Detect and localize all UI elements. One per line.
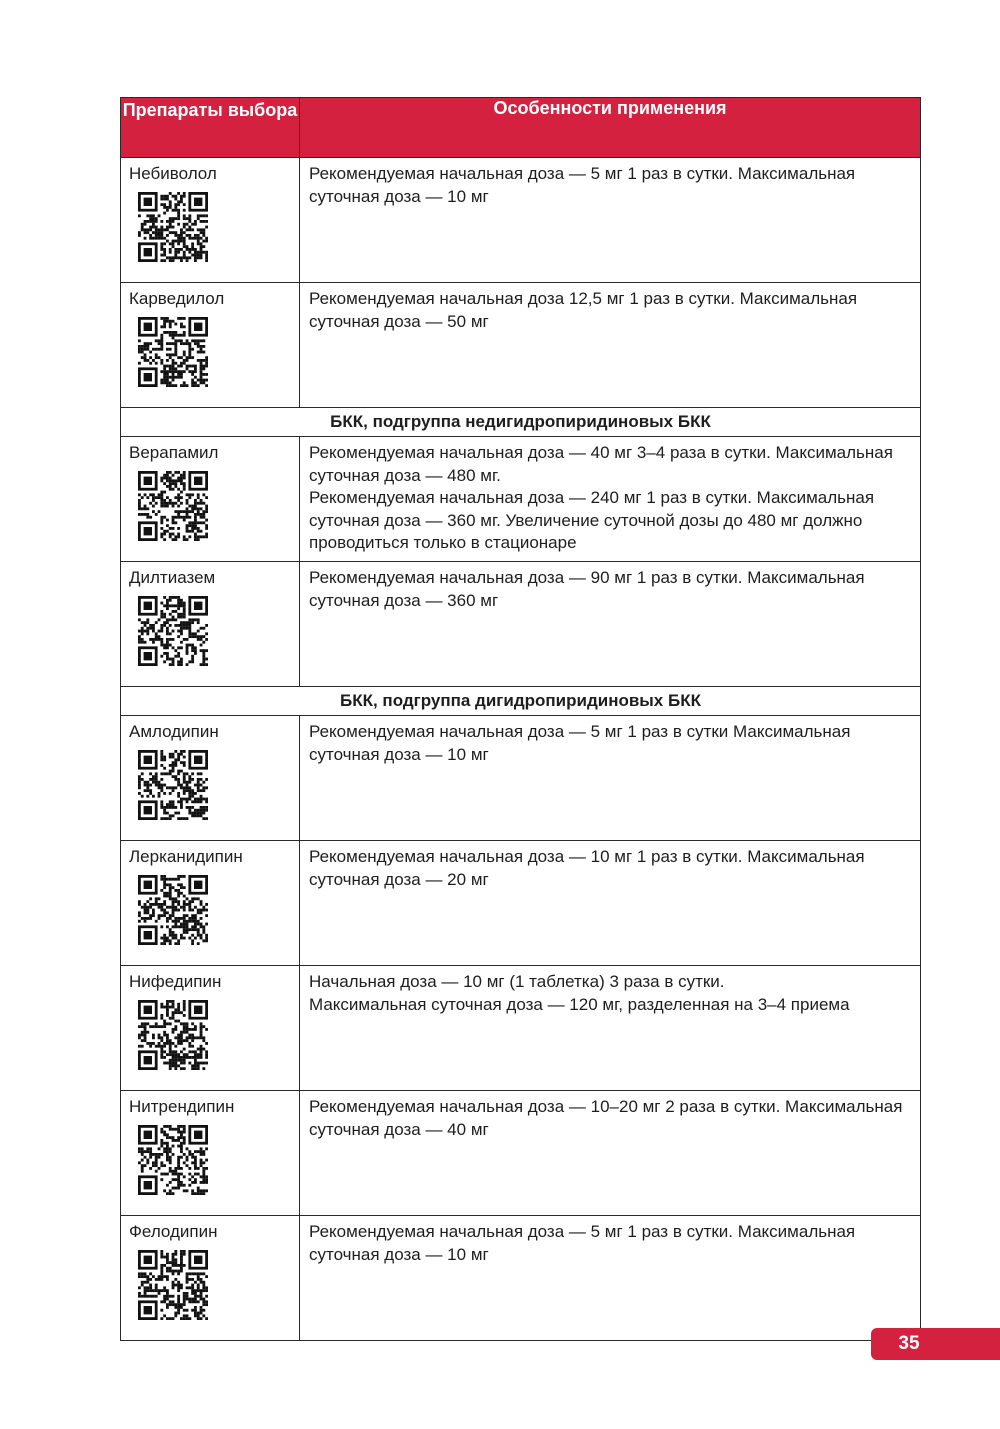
drug-name-cell [121,562,300,687]
drug-name-cell [121,841,300,966]
drug-usage-cell [300,1091,921,1216]
qr-code-icon[interactable] [138,1125,208,1195]
drug-name-cell [121,1216,300,1341]
drug-usage-text: Рекомендуемая начальная доза — 5 мг 1 раз в сутки. Максимальная суточная доза — 10 мг [309,1222,856,1264]
qr-code-icon[interactable] [138,317,208,387]
drug-usage-text: Рекомендуемая начальная доза — 5 мг 1 раз в сутки Максимальная суточная доза — 10 мг [309,722,851,764]
table-row [121,841,921,966]
drug-name: Карведилол [129,289,225,308]
drug-name: Фелодипин [129,1222,218,1241]
drug-name: Дилтиазем [129,568,216,587]
section-title: БКК, подгруппа недигидропиридиновых БКК [121,408,921,437]
drug-usage-cell [300,1216,921,1341]
table-row [121,1216,921,1341]
page-number: 35 [898,1333,920,1354]
section-title: БКК, подгруппа дигидропиридиновых БКК [121,687,921,716]
qr-code-icon[interactable] [138,875,208,945]
drug-usage-cell [300,716,921,841]
header-usage-features: Особенности применения [300,98,921,158]
drug-name-cell [121,716,300,841]
drug-usage-cell [300,158,921,283]
qr-code-icon[interactable] [138,596,208,666]
drug-usage-text: Рекомендуемая начальная доза 12,5 мг 1 раз в сутки. Максимальная суточная доза — 50 мг [309,289,858,331]
table-row [121,562,921,687]
section-row [121,408,921,437]
drug-name: Небиволол [129,164,217,183]
table-row [121,966,921,1091]
drug-name-cell [121,1091,300,1216]
drug-usage-cell [300,841,921,966]
qr-code-icon[interactable] [138,1000,208,1070]
table-row [121,1091,921,1216]
table-row [121,283,921,408]
header-drugs-of-choice: Препараты выбора [121,98,300,158]
table-row [121,437,921,562]
drug-usage-cell [300,966,921,1091]
drug-usage-text: Рекомендуемая начальная доза — 10–20 мг 2 раза в сутки. Максимальная суточная доза — 40 мг [309,1097,903,1139]
table-header [121,98,921,158]
drug-usage-text: Рекомендуемая начальная доза — 40 мг 3–4 раза в сутки. Максимальная суточная доза — 480 мг. Рекомендуемая начальная доза — 240 мг 1 раз в сутки. Максимальная суточная доза — 360 мг. Увеличение суточной дозы до 480 мг должно проводиться только в стационаре [309,443,893,552]
drug-usage-cell [300,283,921,408]
drug-usage-text: Рекомендуемая начальная доза — 5 мг 1 раз в сутки. Максимальная суточная доза — 10 мг [309,164,856,206]
drug-table [120,97,921,1341]
drug-usage-text: Начальная доза — 10 мг (1 таблетка) 3 раза в сутки. Максимальная суточная доза — 120 мг, разделенная на 3–4 приема [309,972,850,1014]
qr-code-icon[interactable] [138,192,208,262]
section-row [121,687,921,716]
qr-code-icon[interactable] [138,471,208,541]
drug-usage-text: Рекомендуемая начальная доза — 10 мг 1 раз в сутки. Максимальная суточная доза — 20 мг [309,847,865,889]
drug-usage-cell [300,562,921,687]
table-row [121,158,921,283]
page-number-badge [871,1328,1000,1360]
drug-name-cell [121,437,300,562]
table-row [121,716,921,841]
drug-name: Нитрендипин [129,1097,235,1116]
drug-name: Амлодипин [129,722,219,741]
drug-name-cell [121,158,300,283]
qr-code-icon[interactable] [138,750,208,820]
qr-code-icon[interactable] [138,1250,208,1320]
drug-usage-text: Рекомендуемая начальная доза — 90 мг 1 раз в сутки. Максимальная суточная доза — 360 мг [309,568,865,610]
drug-name: Верапамил [129,443,219,462]
drug-usage-cell [300,437,921,562]
drug-name: Нифедипин [129,972,222,991]
drug-name: Лерканидипин [129,847,243,866]
drug-name-cell [121,283,300,408]
drug-name-cell [121,966,300,1091]
